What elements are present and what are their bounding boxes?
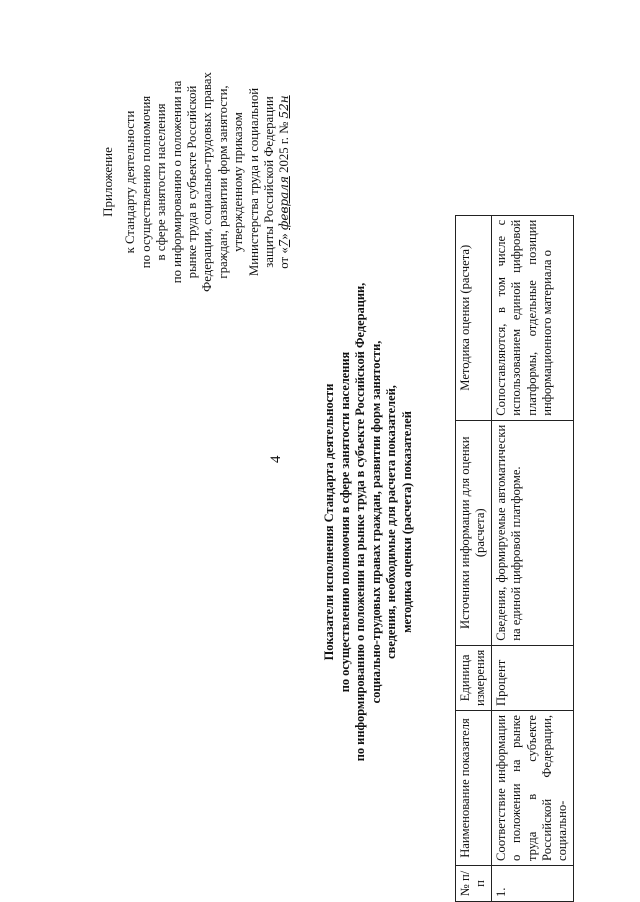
header-name: Наименование показателя [456, 711, 492, 866]
appendix-line: в сфере занятости населения [154, 103, 169, 261]
cell-num: 1. [491, 866, 573, 902]
title-line: методика оценки (расчета) показателей [399, 411, 414, 633]
appendix-block [100, 12, 293, 352]
order-day: 7 [277, 239, 292, 248]
appendix-line: рынке труда в субъекте Российской [185, 85, 200, 279]
appendix-heading: Приложение [100, 147, 115, 217]
cell-name: Соответствие информации о положении на рынке труда в субъекте Российской Федерации, социально- [491, 711, 573, 866]
header-unit: Единица измерения [456, 645, 492, 710]
appendix-line: защиты Российской Федерации [262, 96, 277, 268]
order-prefix: от « [277, 247, 292, 269]
order-date-line [277, 12, 292, 352]
document-title [322, 242, 416, 802]
header-num: № п/п [456, 866, 492, 902]
header-method: Методика оценки (расчета) [456, 215, 492, 420]
table-header-row [456, 215, 492, 901]
order-year: 2025 г. № [277, 118, 292, 177]
cell-unit: Процент [491, 645, 573, 710]
appendix-line: по осуществлению полномочия [138, 95, 153, 269]
appendix-line: Министерства труда и социальной [246, 87, 261, 277]
page-number: 4 [268, 455, 284, 463]
cell-method: Сопоставляются, в том числе с использованием единой цифровой платформы, отдельные позиции информационного материала о [491, 215, 573, 420]
title-line: по информированию о положении на рынке труда в субъекте Российской Федерации, [353, 282, 368, 762]
header-source: Источники информации для оценки (расчета) [456, 420, 492, 645]
order-month: февраля [277, 176, 292, 231]
cell-source: Сведения, формируемые автоматически на единой цифровой платформе. [491, 420, 573, 645]
appendix-line: к Стандарту деятельности [123, 110, 138, 254]
title-line: по осуществлению полномочия в сфере занятости населения [337, 351, 352, 693]
appendix-line: по информированию о положении на [169, 80, 184, 284]
table-row [491, 215, 573, 901]
indicators-table [455, 215, 574, 902]
title-line: Показатели исполнения Стандарта деятельности [322, 383, 336, 661]
order-number: 52н [277, 95, 292, 119]
title-line: социально-трудовых правах граждан, развитии форм занятости, [368, 340, 383, 704]
title-line: сведения, необходимые для расчета показателей, [384, 385, 399, 659]
appendix-line: Федерации, социально-трудовых правах [200, 72, 215, 292]
order-mid: » [277, 230, 292, 240]
appendix-line: утвержденному приказом [231, 112, 246, 252]
appendix-line: граждан, развитии форм занятости, [215, 85, 230, 279]
